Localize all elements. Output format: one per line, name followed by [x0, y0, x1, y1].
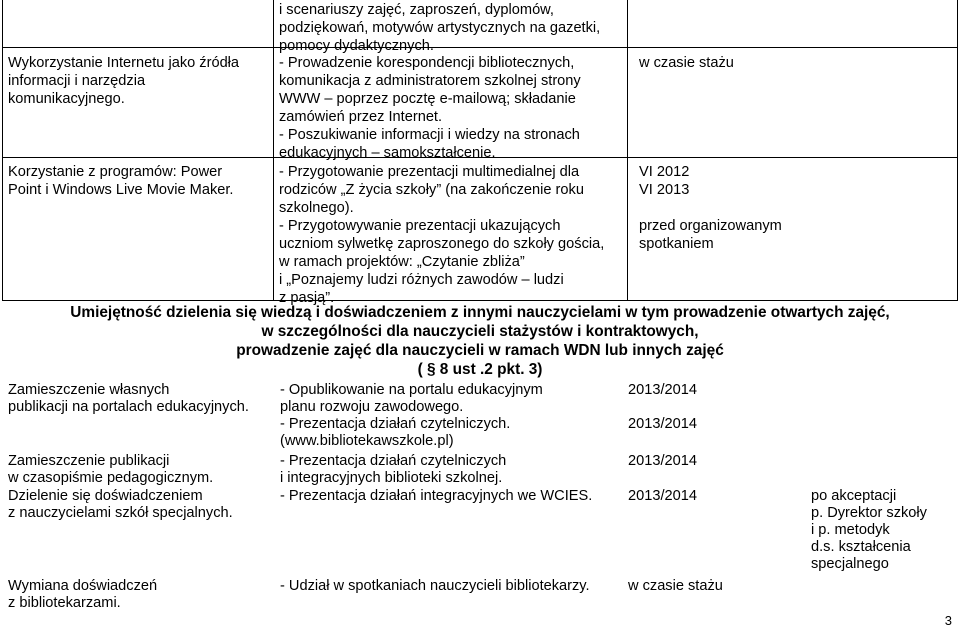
top-table-border-col1 [273, 0, 274, 301]
top-row2-task: Korzystanie z programów: Power Point i Windows Live Movie Maker. [8, 164, 234, 198]
top-table-border-right [957, 0, 958, 301]
bottom-row2-task: Dzielenie się doświadczeniem z nauczycielami szkół specjalnych. [8, 488, 233, 521]
bottom-row2-date: 2013/2014 [628, 488, 697, 504]
top-row1-activity: - Prowadzenie korespondencji bibliotecznych, komunikacja z administratorem szkolnej strony WWW – poprzez pocztę e-mailową; składanie zamówień przez Internet. - Poszukiwanie informacji i wiedzy na stronach edukacyjnych – samokształcenie. [279, 55, 581, 161]
bottom-row3-activity: - Udział w spotkaniach nauczycieli bibliotekarzy. [280, 578, 590, 594]
bottom-row1-activity: - Prezentacja działań czytelniczych i integracyjnych biblioteki szkolnej. [280, 453, 507, 486]
top-row2-activity: - Przygotowanie prezentacji multimedialnej dla rodziców „Z życia szkoły” (na zakończenie roku szkolnego). - Przygotowywanie prezentacji ukazujących uczniom sylwetkę zaproszonego do szkoły gościa, w ramach projektów: „Czytanie zbliża” i „Poznajemy ludzi różnych zawodów – ludzi z pasją”. [279, 164, 605, 306]
top-row2-date: VI 2012 VI 2013 przed organizowanym spotkaniem [639, 164, 782, 252]
top-row0-activity: i scenariuszy zajęć, zaproszeń, dyplomów, podziękowań, motywów artystycznych na gazetki, pomocy dydaktycznych. [279, 2, 601, 54]
bottom-row2-activity: - Prezentacja działań integracyjnych we WCIES. [280, 488, 593, 504]
bottom-row3-date: w czasie stażu [628, 578, 723, 594]
bottom-row0-date: 2013/2014 2013/2014 [628, 382, 697, 432]
top-table-border-left [2, 0, 3, 301]
bottom-row3-task: Wymiana doświadczeń z bibliotekarzami. [8, 578, 158, 611]
bottom-row1-date: 2013/2014 [628, 453, 697, 469]
page-number: 3 [944, 613, 952, 628]
bottom-row2-note: po akceptacji p. Dyrektor szkoły i p. metodyk d.s. kształcenia specjalnego [811, 488, 927, 572]
section-heading: Umiejętność dzielenia się wiedzą i doświadczeniem z innymi nauczycielami w tym prowadzenie otwartych zajęć, w szczególności dla nauczycieli stażystów i kontraktowych, prowadzenie zajęć dla nauczycieli w ramach WDN lub innych zajęć ( § 8 ust .2 pkt. 3) [70, 304, 890, 378]
top-row1-task: Wykorzystanie Internetu jako źródła informacji i narzędzia komunikacyjnego. [8, 55, 240, 107]
bottom-row1-task: Zamieszczenie publikacji w czasopiśmie pedagogicznym. [8, 453, 214, 486]
bottom-row0-task: Zamieszczenie własnych publikacji na portalach edukacyjnych. [8, 382, 249, 415]
top-row1-date: w czasie stażu [639, 55, 734, 71]
top-table-border-col2 [627, 0, 628, 301]
bottom-row0-activity: - Opublikowanie na portalu edukacyjnym planu rozwoju zawodowego. - Prezentacja działań czytelniczych. (www.bibliotekawszkole.pl) [280, 382, 543, 449]
